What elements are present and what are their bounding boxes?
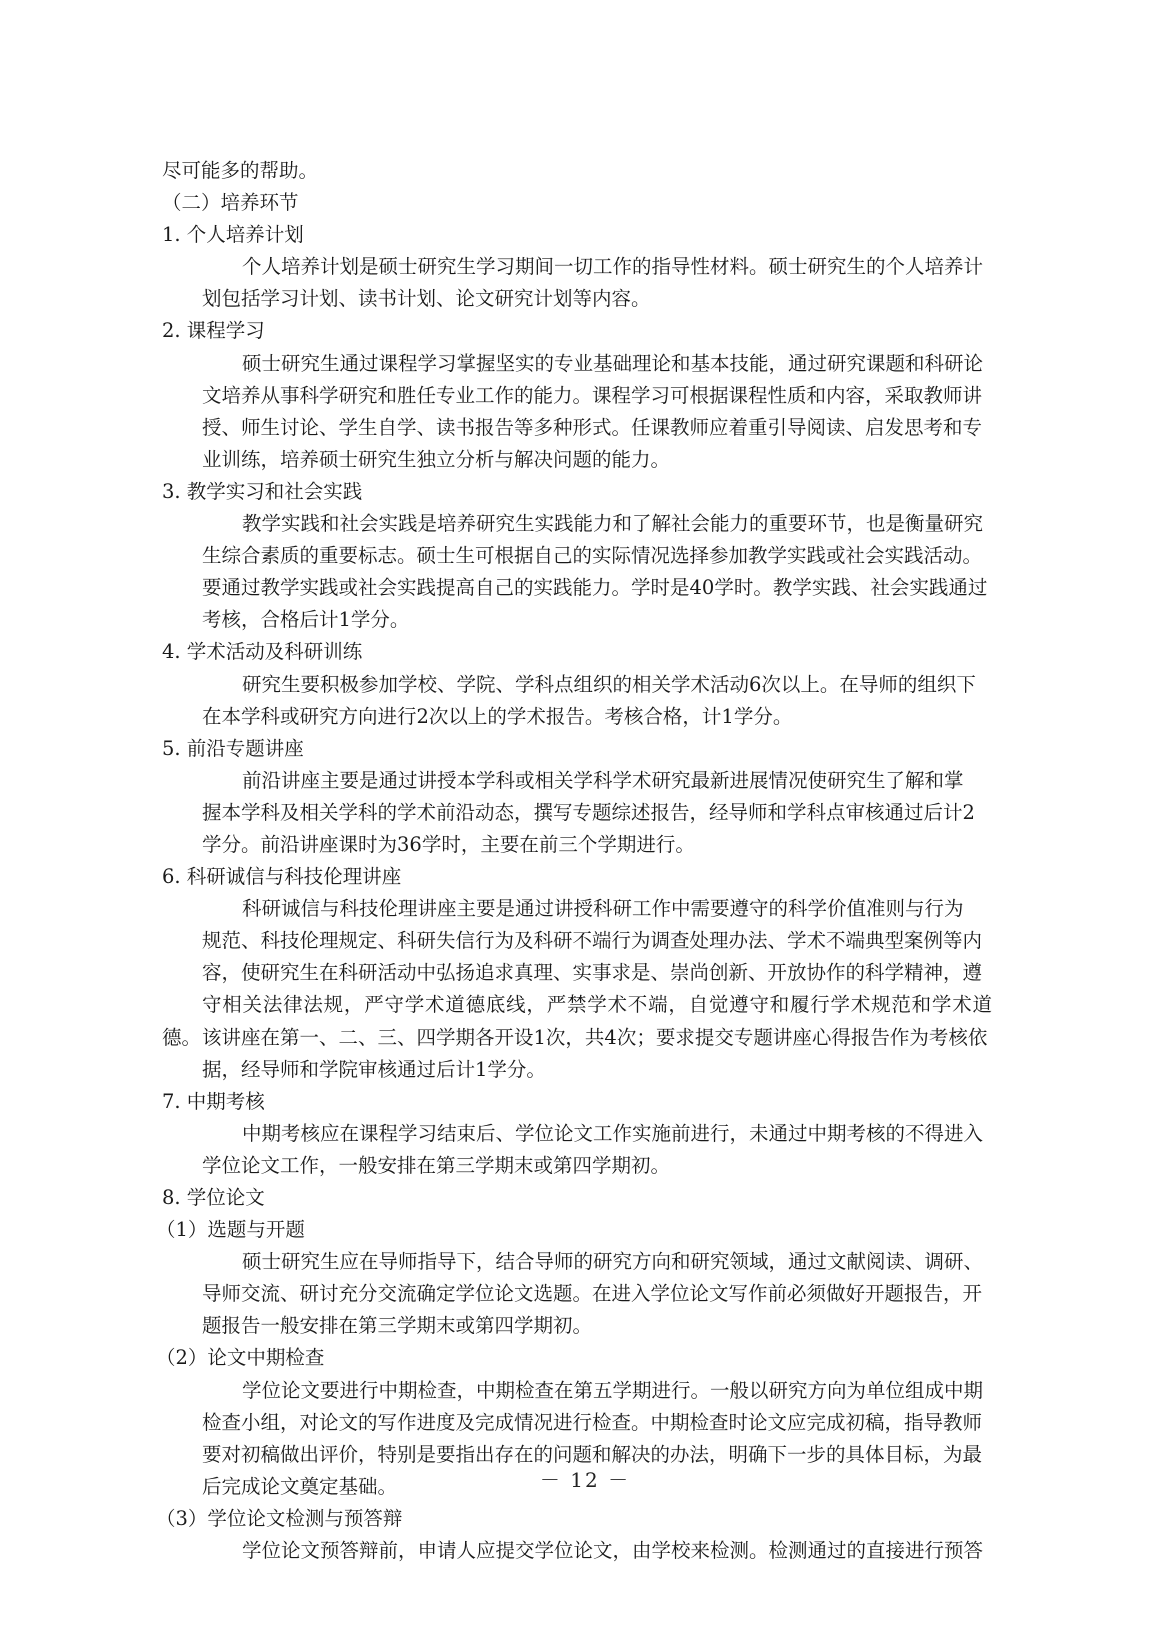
- paragraph-line: 中期考核应在课程学习结束后、学位论文工作实施前进行，未通过中期考核的不得进入: [242, 1121, 984, 1145]
- paragraph-line: 文培养从事科学研究和胜任专业工作的能力。课程学习可根据课程性质和内容，采取教师讲: [202, 383, 983, 407]
- paragraph-line: 研究生要积极参加学校、学院、学科点组织的相关学术活动6次以上。在导师的组织下: [242, 672, 976, 696]
- section-heading: 6. 科研诚信与科技伦理讲座: [162, 865, 402, 889]
- paragraph-line: 个人培养计划是硕士研究生学习期间一切工作的指导性材料。硕士研究生的个人培养计: [242, 255, 984, 279]
- paragraph-line: 题报告一般安排在第三学期末或第四学期初。: [202, 1314, 593, 1338]
- subsection-heading: （1）选题与开题: [156, 1218, 305, 1242]
- paragraph-line: 学位论文要进行中期检查，中期检查在第五学期进行。一般以研究方向为单位组成中期: [242, 1378, 984, 1402]
- document-page: [156, 155, 992, 1567]
- paragraph-line: 握本学科及相关学科的学术前沿动态，撰写专题综述报告，经导师和学科点审核通过后计2: [202, 800, 975, 824]
- section-heading: 2. 课程学习: [162, 319, 265, 343]
- section-heading: 7. 中期考核: [162, 1089, 265, 1113]
- subsection-heading: （2）论文中期检查: [156, 1346, 325, 1370]
- paragraph-line: 学位论文工作，一般安排在第三学期末或第四学期初。: [202, 1153, 671, 1177]
- paragraph-line: 前沿讲座主要是通过讲授本学科或相关学科学术研究最新进展情况使研究生了解和掌: [242, 768, 964, 792]
- section-heading: 3. 教学实习和社会实践: [162, 479, 363, 503]
- paragraph-line: 规范、科技伦理规定、科研失信行为及科研不端行为调查处理办法、学术不端典型案例等内: [202, 929, 983, 953]
- paragraph-line: 硕士研究生应在导师指导下，结合导师的研究方向和研究领域，通过文献阅读、调研、: [242, 1250, 984, 1274]
- paragraph-line: 导师交流、研讨充分交流确定学位论文选题。在进入学位论文写作前必须做好开题报告，开: [202, 1282, 983, 1306]
- subsection-heading: （3）学位论文检测与预答辩: [156, 1506, 403, 1530]
- paragraph-line: 硕士研究生通过课程学习掌握坚实的专业基础理论和基本技能，通过研究课题和科研论: [242, 351, 984, 375]
- section-heading: 1. 个人培养计划: [162, 223, 304, 247]
- paragraph-line: 考核，合格后计1学分。: [202, 608, 410, 632]
- paragraph-line: 检查小组，对论文的写作进度及完成情况进行检查。中期检查时论文应完成初稿，指导教师: [202, 1410, 983, 1434]
- page-number: － 12 －: [539, 1468, 631, 1492]
- paragraph-line: 要对初稿做出评价，特别是要指出存在的问题和解决的办法，明确下一步的具体目标，为最: [202, 1442, 983, 1466]
- paragraph-line: 该讲座在第一、二、三、四学期各开设1次，共4次；要求提交专题讲座心得报告作为考核依: [202, 1025, 988, 1049]
- paragraph-line: 容，使研究生在科研活动中弘扬追求真理、实事求是、崇尚创新、开放协作的科学精神，遵: [202, 961, 983, 985]
- paragraph-line: 划包括学习计划、读书计划、论文研究计划等内容。: [202, 287, 651, 311]
- section-heading: 8. 学位论文: [162, 1186, 265, 1209]
- paragraph-line: 生综合素质的重要标志。硕士生可根据自己的实际情况选择参加教学实践或社会实践活动。: [202, 544, 983, 568]
- paragraph-line: 学位论文预答辩前，申请人应提交学位论文，由学校来检测。检测通过的直接进行预答: [242, 1539, 984, 1563]
- paragraph-line: 后完成论文奠定基础。: [202, 1474, 398, 1498]
- paragraph-line: 尽可能多的帮助。: [162, 159, 319, 182]
- paragraph-line: 据，经导师和学院审核通过后计1学分。: [202, 1057, 546, 1081]
- paragraph-line: 在本学科或研究方向进行2次以上的学术报告。考核合格，计1学分。: [202, 704, 793, 728]
- paragraph-line: 学分。前沿讲座课时为36学时，主要在前三个学期进行。: [202, 832, 695, 856]
- section-heading: 4. 学术活动及科研训练: [162, 640, 363, 664]
- section-heading: 5. 前沿专题讲座: [162, 736, 304, 760]
- paragraph-line: 守相关法律法规，严守学术道德底线，严禁学术不端，自觉遵守和履行学术规范和学术道德。: [162, 993, 992, 1049]
- paragraph-line: 科研诚信与科技伦理讲座主要是通过讲授科研工作中需要遵守的科学价值准则与行为: [242, 897, 964, 921]
- section-heading: （二）培养环节: [162, 191, 299, 215]
- paragraph-line: 业训练，培养硕士研究生独立分析与解决问题的能力。: [202, 447, 671, 471]
- paragraph-line: 要通过教学实践或社会实践提高自己的实践能力。学时是40学时。教学实践、社会实践通过: [202, 576, 988, 600]
- paragraph-line: 教学实践和社会实践是培养研究生实践能力和了解社会能力的重要环节，也是衡量研究: [242, 512, 984, 536]
- paragraph-line: 授、师生讨论、学生自学、读书报告等多种形式。任课教师应着重引导阅读、启发思考和专: [202, 415, 983, 439]
